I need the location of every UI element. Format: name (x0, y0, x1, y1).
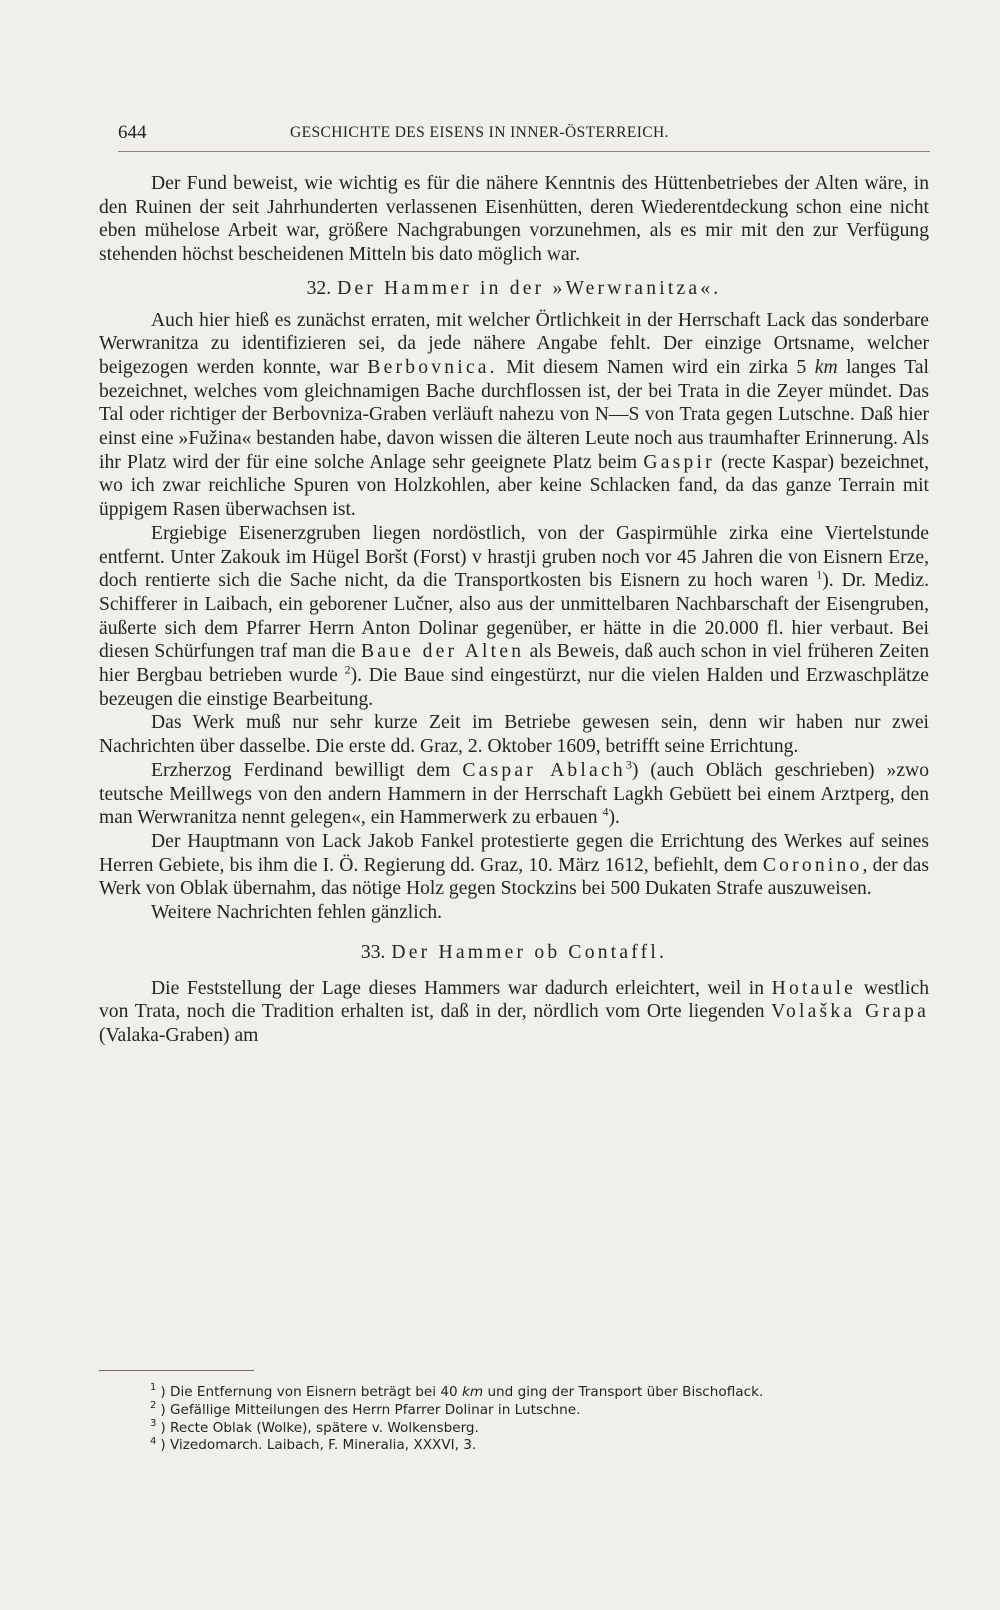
paragraph-8 (99, 977, 929, 1048)
spaced-caspar-ablach: Caspar Ablach (462, 759, 626, 781)
footnote-text: und ging der Transport über Bischoflack. (483, 1384, 764, 1400)
text-run: als Beweis, daß auch schon in viel früheren Zeiten hier Bergbau betrieben wurde (99, 641, 930, 687)
text-run: ). Die Baue sind eingestürzt, nur die vielen Halden und Erzwaschplätze bezeugen die einstige Bearbeitung. (99, 665, 929, 710)
footnote-text: ) Die Entfernung von Eisnern beträgt bei 40 (160, 1384, 462, 1400)
text-run: (Valaka-Graben) am (99, 1024, 259, 1046)
text-run: westlich von Trata, noch die Tradition erhalten ist, daß in der, nördlich vom Orte liegenden (99, 977, 929, 1023)
footnote-ref-1: 1 (816, 567, 823, 582)
spaced-name-gaspir: Gaspir (643, 451, 715, 473)
footnotes (150, 1384, 930, 1455)
text-run: ). Dr. Mediz. Schifferer in Laibach, ein geborener Lučner, also aus der unmittelbaren Nachbarschaft der Eisengruben, äußerte sich dem Pfarrer Herrn Anton Dolinar gegenüber, er hätte in die 20.000 fl. hier verbaut. Bei diesen Schürfungen traf man die (99, 570, 929, 663)
text-run: Die Feststellung der Lage dieses Hammers war dadurch erleichtert, weil in (151, 977, 772, 999)
spaced-name-berbovnica: Berbovnica. (367, 356, 498, 378)
footnote-ref-2: 2 (344, 662, 351, 677)
paragraph-2 (99, 309, 929, 522)
running-title: GESCHICHTE DES EISENS IN INNER-ÖSTERREICH. (290, 124, 669, 141)
footnote-text: ) Gefällige Mitteilungen des Herrn Pfarrer Dolinar in Lutschne. (160, 1401, 581, 1418)
footnote-text: ) Recte Oblak (Wolke), spätere v. Wolkensberg. (160, 1419, 479, 1436)
spaced-baue-der-alten: Baue der Alten (360, 641, 525, 663)
footnote-2 (150, 1402, 930, 1420)
paragraph-1: Der Fund beweist, wie wichtig es für die nähere Kenntnis des Hüttenbetriebes der Alten wäre, in den Ruinen der seit Jahrhunderten verlassenen Eisenhütten, deren Wiederentdeckung schon eine nicht eben mühelose Arbeit war, größere Nachgrabungen vorzunehmen, als es mir mit den zur Verfügung stehenden höchst bescheidenen Mitteln bis dato möglich war. (99, 173, 929, 266)
text-run: Erzherzog Ferdinand bewilligt dem (151, 759, 463, 781)
text-run: Auch hier hieß es zunächst erraten, mit welcher Örtlichkeit in der Herrschaft Lack das sonderbare Werwranitza zu identifizieren sei, da jede nähere Angabe fehlt. Der einzige Ortsname, welcher beigezogen werden konnte, war (99, 309, 929, 378)
footnote-mark: 1 (150, 1382, 157, 1394)
section-32-heading (99, 277, 929, 301)
footnote-text: ) Vizedomarch. Laibach, F. Mineralia, XXXVI, 3. (160, 1437, 477, 1454)
section-32-number: 32. (306, 277, 332, 299)
section-32-title: Der Hammer in der »Werwranitza«. (337, 277, 722, 299)
footnote-1 (150, 1384, 930, 1402)
spaced-volaska-grapa: Volaška Grapa (771, 1001, 929, 1023)
section-33-heading (99, 941, 929, 965)
footnote-4 (150, 1437, 930, 1455)
text-run: langes Tal bezeichnet, welches vom gleichnamigen Bache durchflossen ist, der bei Trata in die Zeyer mündet. Das Tal oder richtiger der Berbovniza-Graben verläuft nahezu von N—S von Trata gegen Lutschne. Daß hier einst eine »Fužina« bestanden habe, davon wissen die älteren Leute noch aus traumhafter Erinnerung. Als ihr Platz wird der für eine solche Anlage sehr geeignete Platz beim (99, 356, 929, 473)
section-33-number: 33. (360, 941, 386, 963)
footnote-ref-4: 4 (602, 804, 609, 819)
text-run: (recte Kaspar) bezeichnet, wo ich zwar reichliche Spuren von Holzkohlen, aber keine Schlacken fand, da das ganze Terrain mit üppigem Rasen überwachsen ist. (99, 451, 929, 521)
page-header (118, 120, 930, 150)
text-run: ) (auch Obläch geschrieben) »zwo teutsche Meillwegs von den andern Hammern in der Herrschaft Lagkh Gebüett bei einem Arztperg, den man Werwranitza nennt gelegen«, ein Hammerwerk zu erbauen (99, 759, 929, 829)
footnote-rule (99, 1370, 254, 1371)
text-run: Der Hauptmann von Lack Jakob Fankel protestierte gegen die Errichtung des Werkes auf seines Herren Gebiete, bis ihm die I. Ö. Regierung dd. Graz, 10. März 1612, befiehlt, dem (99, 830, 929, 876)
spaced-coronino: Coronino (762, 854, 863, 876)
section-33-title: Der Hammer ob Contaffl. (391, 941, 668, 963)
header-rule (118, 151, 930, 152)
footnote-ref-3: 3 (625, 757, 632, 772)
text-run: , der das Werk von Oblak übernahm, das nötige Holz gegen Stockzins bei 500 Dukaten Strafe auszuweisen. (99, 854, 929, 900)
paragraph-4: Das Werk muß nur sehr kurze Zeit im Betriebe gewesen sein, denn wir haben nur zwei Nachrichten über dasselbe. Die erste dd. Graz, 2. Oktober 1609, betrifft seine Errichtung. (99, 712, 929, 758)
footnote-3 (150, 1420, 930, 1438)
footnote-unit: km (462, 1384, 484, 1400)
spaced-hotaule: Hotaule (771, 977, 857, 999)
footnote-mark: 2 (150, 1400, 157, 1412)
paragraph-5 (99, 759, 929, 830)
footnote-mark: 4 (150, 1435, 157, 1447)
unit-km: km (814, 356, 838, 378)
text-run: ). (608, 807, 620, 829)
text-run: Ergiebige Eisenerzgruben liegen nordöstlich, von der Gaspirmühle zirka eine Viertelstunde entfernt. Unter Zakouk im Hügel Boršt (Forst) v hrastji gruben noch vor 45 Jahren die von Eisnern Erze, doch rentierte sich die Sache nicht, da die Transportkosten bis Eisnern zu hoch waren (99, 522, 929, 592)
footnote-mark: 3 (150, 1418, 157, 1430)
paragraph-3 (99, 522, 929, 712)
page-number: 644 (118, 122, 147, 143)
text-run: Mit diesem Namen wird ein zirka 5 (497, 356, 815, 378)
body-text (99, 172, 929, 1048)
paragraph-7: Weitere Nachrichten fehlen gänzlich. (151, 902, 443, 924)
paragraph-6 (99, 830, 929, 901)
